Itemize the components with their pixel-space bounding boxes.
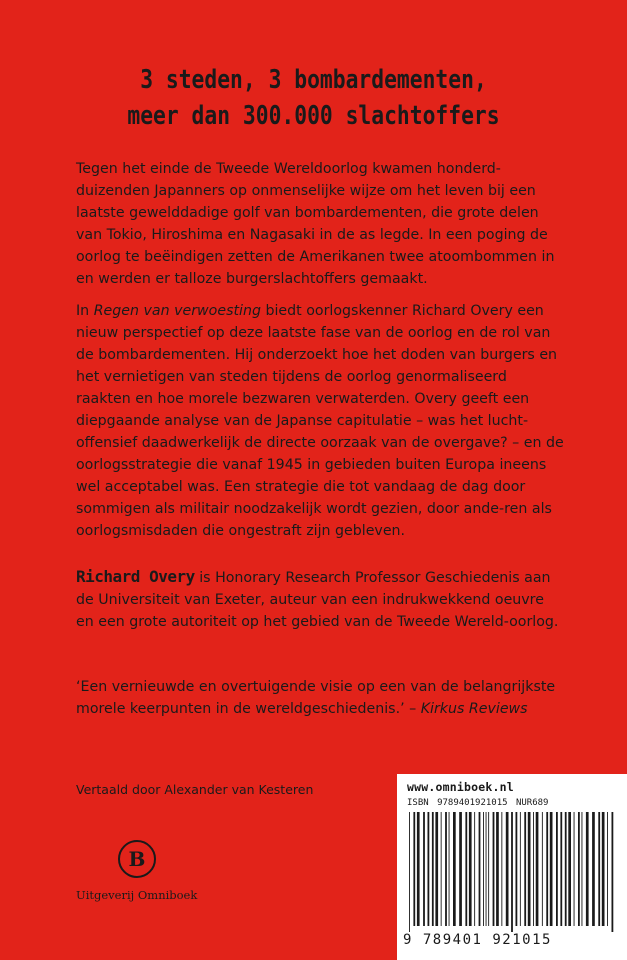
barcode-bar: [423, 812, 425, 926]
barcode-bar: [417, 812, 420, 926]
barcode-bar: [574, 812, 575, 926]
barcode-bar: [592, 812, 595, 926]
review-quote: [76, 676, 566, 720]
barcode-bar: [612, 812, 614, 932]
barcode-bar: [459, 812, 462, 926]
barcode-bar: [598, 812, 600, 926]
barcode-bar: [479, 812, 481, 926]
barcode-bar: [441, 812, 442, 926]
author-name: Richard Overy: [76, 567, 195, 586]
quote-source: Kirkus Reviews: [420, 701, 528, 717]
barcode-bar: [511, 812, 513, 932]
headline: [56, 62, 570, 134]
summary-paragraph: [76, 300, 566, 542]
barcode-bar: [506, 812, 509, 926]
barcode-bar: [435, 812, 438, 926]
barcode-bar: [542, 812, 543, 926]
barcode-bar: [536, 812, 539, 926]
barcode-bar: [546, 812, 548, 926]
barcode-bar: [550, 812, 553, 926]
barcode-bars: [407, 812, 619, 932]
translator-credit: Vertaald door Alexander van Kesteren: [76, 782, 314, 797]
barcode-digits: 9 789401 921015: [403, 932, 552, 948]
barcode-bar: [449, 812, 450, 926]
barcode-bar: [453, 812, 456, 926]
publisher-logo: [76, 840, 206, 930]
isbn-line: ISBN 9789401921015 NUR689: [407, 798, 549, 808]
barcode-bar: [469, 812, 472, 926]
barcode-bar: [445, 812, 447, 926]
barcode-bar: [501, 812, 502, 926]
barcode-bar: [524, 812, 526, 926]
barcode-bar: [516, 812, 518, 926]
barcode-bar: [607, 812, 608, 926]
barcode-bar: [488, 812, 489, 926]
barcode-bar: [528, 812, 531, 926]
headline-line-2: meer dan 300.000 slachtoffers: [127, 101, 500, 131]
publisher-url: www.omniboek.nl: [407, 780, 514, 794]
author-bio-text: is Honorary Research Professor Geschiedenis aan de Universiteit van Exeter, auteur van een indrukwekkend oeuvre en een grote autoriteit op het gebied van de Tweede Wereld-oorlog.: [76, 570, 559, 630]
barcode-bar: [533, 812, 534, 926]
barcode-bar: [428, 812, 430, 926]
barcode-bar: [565, 812, 567, 926]
barcode-bar: [556, 812, 558, 926]
book-title: Regen van verwoesting: [93, 303, 261, 319]
barcode-bar: [486, 812, 487, 926]
barcode-panel: [397, 774, 627, 960]
intro-paragraph: Tegen het einde de Tweede Wereldoorlog kwamen honderd-duizenden Japanners op onmenselijke wijze om het leven bij een laatste gewelddadige golf van bombardementen, die grote delen van Tokio, Hiroshima en Nagasaki in de as legde. In een poging de oorlog te beëindigen zetten de Amerikanen twee atoombommen in en werden er talloze burgerslachtoffers gemaakt.: [76, 161, 555, 287]
author-bio: [76, 566, 566, 633]
barcode-bar: [432, 812, 434, 926]
summary-text: biedt oorlogskenner Richard Overy een nieuw perspectief op deze laatste fase van de oorlog en de rol van de bombardementen. Hij onderzoekt hoe het doden van burgers en het vernietigen van steden tijdens de oorlog genormaliseerd raakten en hoe morele bezwaren verwaterden. Overy geeft een diepgaande analyse van de Japanse capitulatie – was het lucht-offensief daadwerkelijk de directe oorzaak van de overgave? – en de oorlogsstrategie die vanaf 1945 in gebieden buiten Europa ineens wel acceptabel was. Een strategie die tot vandaag de dag door sommigen als militair noodzakelijk wordt gezien, door ande-ren als oorlogsmisdaden die ongestraft zijn gebleven.: [76, 303, 564, 539]
barcode-bar: [465, 812, 467, 926]
barcode-bar: [520, 812, 521, 926]
barcode-bar: [560, 812, 562, 926]
barcode-bar: [413, 812, 415, 926]
barcode-bar: [483, 812, 484, 926]
barcode-bar: [586, 812, 589, 926]
barcode-bar: [602, 812, 605, 926]
publisher-logo-icon: B: [118, 840, 156, 878]
barcode-bar: [496, 812, 499, 926]
quote-text: ‘Een vernieuwde en overtuigende visie op een van de belangrijkste morele keerpunten in de wereldgeschiedenis.’ –: [76, 679, 556, 717]
headline-line-1: 3 steden, 3 bombardementen,: [140, 65, 487, 95]
barcode-bar: [474, 812, 475, 926]
barcode-bar: [568, 812, 571, 926]
barcode-bar: [578, 812, 580, 926]
barcode-bar: [582, 812, 583, 926]
summary-lead: In: [76, 303, 94, 319]
publisher-name: Uitgeverij Omniboek: [76, 888, 198, 902]
barcode-bar: [409, 812, 410, 932]
barcode-bar: [493, 812, 495, 926]
